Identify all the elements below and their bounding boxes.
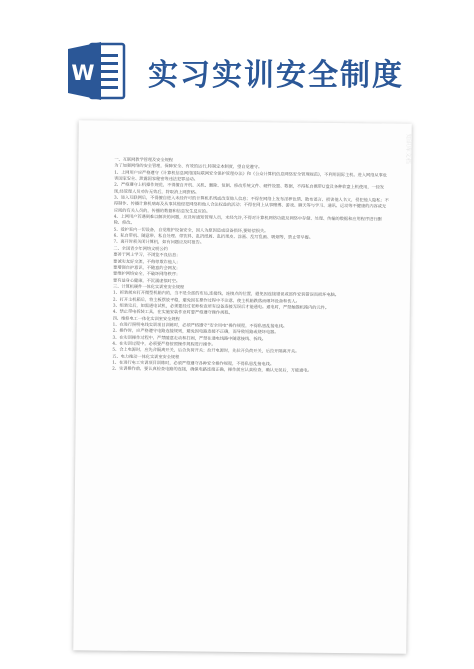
- document-paragraph: 4、上网用户若遇到难以解决的问题，应及时通知管理人员，未经允许,不得对计算机网络功能及网络中存储、处理、传输的数据和应用程序进行删除、修改。: [113, 213, 382, 226]
- document-paragraph: 1、拆装前应打开微型机箱内的，当不是全部的布局,连接线，连接点的位置，避免因连接错误或部件安装错误而损坏电脑。: [112, 289, 339, 298]
- document-paragraph: 6、私自带机、随意带、私自处理、带饮料、乱扔纸屑、乱扔果皮、涂画、乱写乱画、吸烟等，禁止带早餐。: [113, 232, 314, 240]
- document-paragraph: 1、在进行照明电线实训项目训练时，必须严格遵守“安全用电”操作规程，不得私恩乱接电线。: [112, 321, 288, 329]
- document-paragraph: 三、计算机硬件一体化实训室安全规程: [113, 283, 185, 290]
- document-paragraph: 五、电力拖动一体化实训室安全规程: [112, 353, 180, 359]
- document-paragraph: 4、在实训过程中，必须要严格按照操作规程进行操作。: [112, 340, 216, 347]
- document-paragraph: 四、维修电工一体化实训室安全规程: [112, 315, 180, 321]
- document-paragraph: 5、合上电源时，应先合隔离开关，后合负荷开关；拉开电源时，先拉开负荷开关，后拉开隔离开关。: [112, 346, 300, 354]
- document-paragraph: 2、操作时，应严格遵守电路连接规则，避免因电路连接不正确，而导致短路或烧坏电器。: [112, 327, 279, 335]
- document-paragraph: 要诚实友好交流，不侮辱欺诈他人；: [113, 258, 181, 264]
- document-paragraph: 3、在实训操作过程中，严禁随意走动和打闹，严禁在通电线路中随意接线、拆线。: [112, 334, 266, 341]
- document-paragraph: 2、实训操作前，要认真检查电路的连接，确保电路连接正确，操作前应认真检查，确认无误后，方能通电。: [112, 365, 312, 374]
- document-page: [73, 120, 412, 653]
- document-paragraph: 二、全国青少年网络文明公约: [113, 245, 168, 252]
- page-title: 实习实训安全制度: [148, 58, 404, 93]
- document-paragraph: 为了加强网络的安全管理，保障安全、有效的运行,特制定本制度，望自觉遵守。: [114, 162, 263, 170]
- document-paragraph: 要维护网络安全，不破坏网络秩序；: [113, 270, 181, 277]
- document-paragraph: 4、禁止带电拆装工具，在实施安装作业时要严格遵守操作规程。: [112, 308, 233, 316]
- document-paragraph: 2、打开主机箱后，将主板摆放平稳，避免因在操作过程中不注意，使主机箱跌落而砸坏设备和伤人。: [112, 296, 300, 304]
- document-paragraph: 5、爱护室内一切设备，自觉维护设备安全，因人为原因造成设备损坏,要赔偿损失。: [113, 226, 269, 234]
- header: [0, 0, 474, 120]
- word-document-icon: [68, 40, 126, 102]
- document-paragraph: 3、组装完后，如需通电试机，必须要经过老师检查所有设备连接无误后才能通电。通电时，严禁触摸机箱内的元件。: [112, 302, 330, 310]
- document-paragraph: 一、互联网教学管理及安全规程: [114, 156, 174, 163]
- document-paragraph: 3、进入互联网后，不得擅自进入未经许可的计算机系统或改变他人信息；不得在网络上发布淫秽色情、散布谣言、损害他人名义，侵犯他人隐私；不得制作、传播计算机病毒及从事其他侵犯网络和他人合法权益的活动；不得在网上从事赌博、游戏、聊天等与学习、通讯、运动等不健康的内容或无应阅的有关人员的，传播的数据和信息发生反应的。: [113, 194, 389, 214]
- document-paragraph: 1、上网用户应严格遵守《计算机信息网络国际联网安全保护管理办法》和《公众计算机信息网络安全管理规范》，不利用国际主机、进入网络从事危害国家安全、泄露国家秘密等违法犯罪活动。: [114, 169, 388, 182]
- document-body: [109, 157, 389, 640]
- document-paragraph: 7、离开时须关闭计算机，如有问题应及时报告。: [113, 239, 205, 246]
- document-paragraph: 要善于网上学习，不浏览不良信息；: [113, 251, 181, 258]
- document-paragraph: 要增强自护意识，不随意约会网友；: [113, 264, 181, 271]
- document-paragraph: 要有益身心健康，不沉溺虚拟时空。: [113, 277, 181, 283]
- document-paragraph: 2、严格遵守上机操作规范，不得擅自开机、关机、删除、复制、修改系统文件、硬件设置、数据，不得私自携带U盘及各种软盘上机使用，一经发现,经管理人员劝告无效后，将取消上网资格。: [114, 182, 385, 195]
- svg-text:W: W: [71, 61, 95, 85]
- watermark: 知识库文档: [404, 133, 412, 164]
- document-paragraph: 1、在进行电工实训项目训练时，必须严格遵守各种安全操作规程，不得私恩乱接电线。: [112, 359, 275, 367]
